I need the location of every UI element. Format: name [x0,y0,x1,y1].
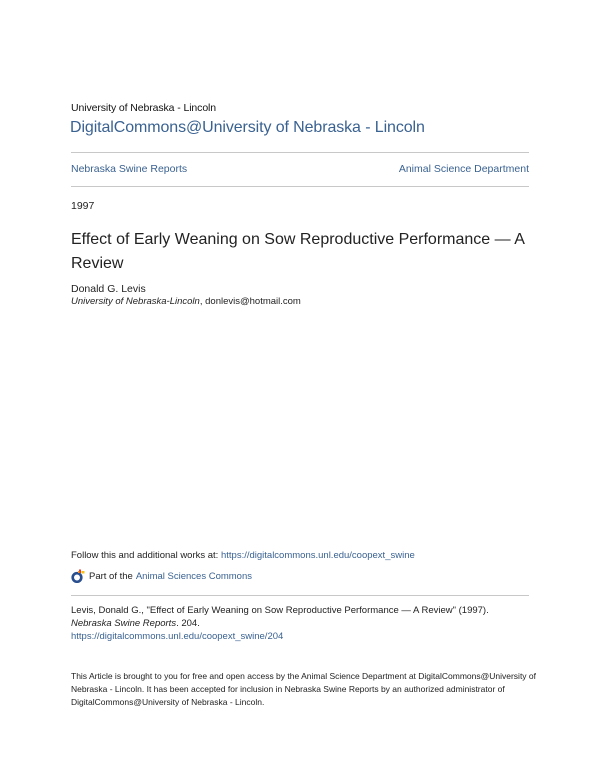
article-title: Effect of Early Weaning on Sow Reproductive Performance — A Review [71,231,524,272]
series-url-link[interactable]: https://digitalcommons.unl.edu/coopext_swine [220,550,415,561]
institution-name: University of Nebraska - Lincoln [71,102,217,114]
repository-link[interactable]: DigitalCommons@University of Nebraska - Lincoln [70,119,425,136]
part-of-text: Part of the [89,570,133,582]
access-statement: This Article is brought to you for free and open access by the Animal Science Department at DigitalCommons@University of Nebraska - Lincoln. It has been accepted for inclusion in Nebraska Swine Reports by an authorized administrator of DigitalCommons@University of Nebraska - Lincoln. [71,671,537,707]
divider [71,152,529,153]
citation-block [71,604,541,643]
publication-year: 1997 [71,200,95,212]
citation-main: Levis, Donald G., "Effect of Early Weaning on Sow Reproductive Performance — A Review" (1997). [71,605,489,616]
affiliation-name: University of Nebraska-Lincoln [71,296,200,307]
divider [71,595,529,596]
author-email: , donlevis@hotmail.com [199,296,301,307]
author-name: Donald G. Levis [71,283,146,295]
divider [71,186,529,187]
follow-line [71,550,415,561]
citation-url-link[interactable]: https://digitalcommons.unl.edu/coopext_swine/204 [71,631,284,642]
department-link[interactable]: Animal Science Department [398,163,529,175]
bepress-commons-icon [71,569,85,583]
citation-journal: Nebraska Swine Reports [71,618,177,629]
series-link[interactable]: Nebraska Swine Reports [71,163,188,175]
follow-text: Follow this and additional works at: [71,550,221,561]
part-of-line [71,569,252,583]
author-affiliation [71,296,301,307]
citation-journal-line [71,617,541,630]
citation-number: . 204. [176,618,200,629]
commons-link[interactable]: Animal Sciences Commons [135,570,252,582]
